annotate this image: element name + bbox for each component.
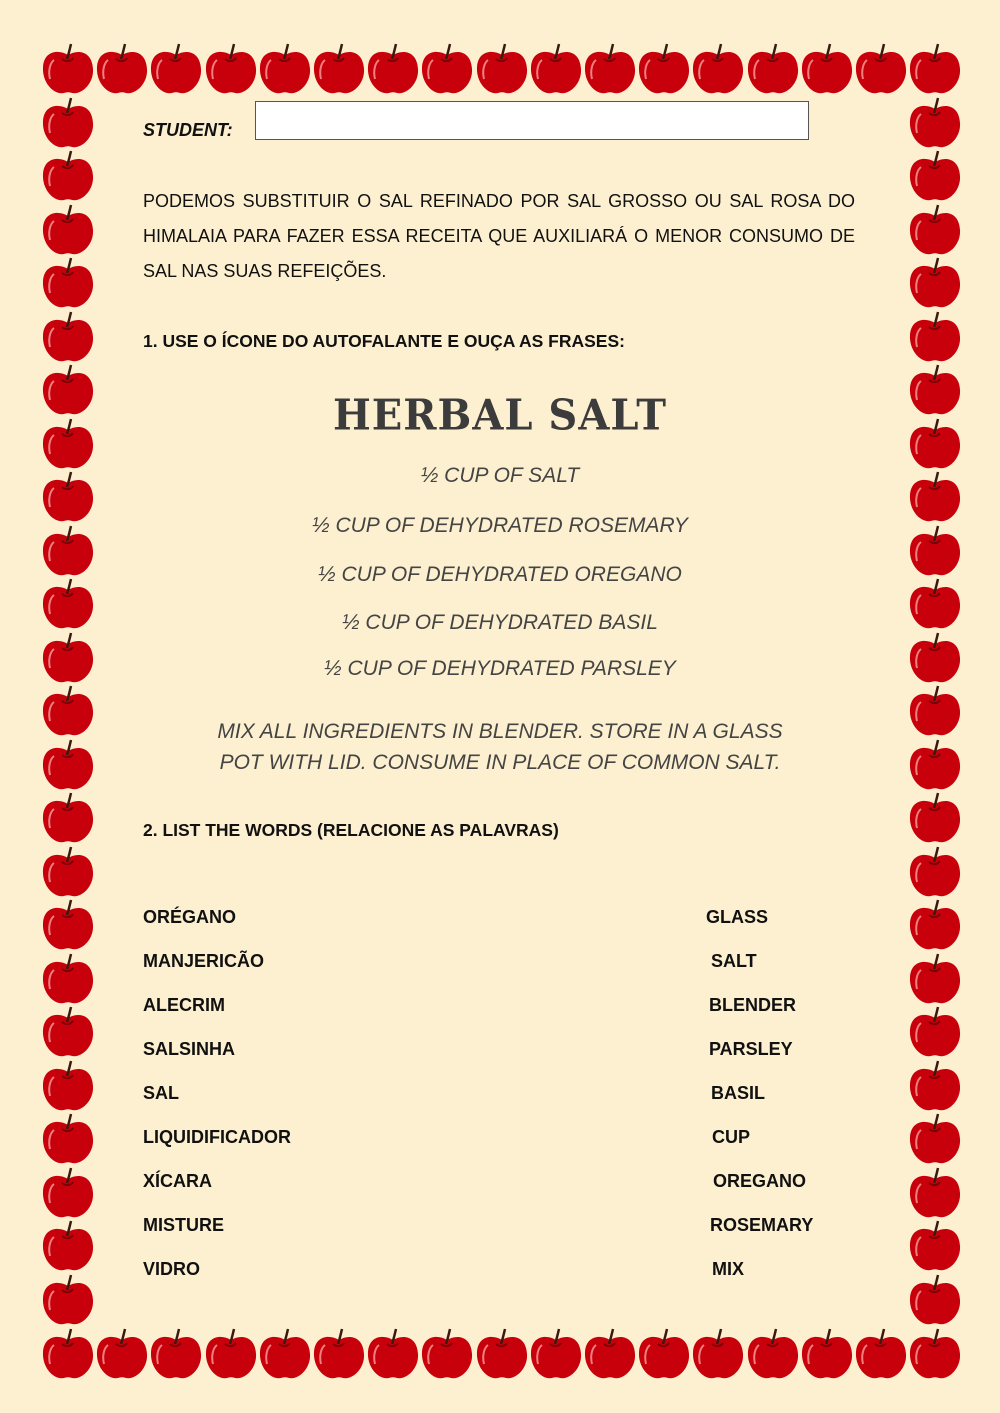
portuguese-word: ORÉGANO xyxy=(143,907,237,927)
apple-icon xyxy=(745,43,801,97)
english-word: BLENDER xyxy=(709,995,797,1015)
apple-icon xyxy=(40,43,96,97)
apple-icon xyxy=(40,1167,96,1221)
apple-icon xyxy=(419,43,475,97)
apple-icon xyxy=(799,43,855,97)
apple-icon xyxy=(203,43,259,97)
apple-icon xyxy=(582,1328,638,1382)
apple-icon xyxy=(94,43,150,97)
apple-icon xyxy=(636,43,692,97)
apple-icon xyxy=(40,1220,96,1274)
instructions-line-1: MIX ALL INGREDIENTS IN BLENDER. STORE IN A GLASS xyxy=(217,720,783,743)
apple-icon xyxy=(40,311,96,365)
apple-icon xyxy=(40,899,96,953)
ingredient-line: ½ CUP OF DEHYDRATED ROSEMARY xyxy=(312,514,688,537)
apple-icon xyxy=(907,257,963,311)
portuguese-word: SAL xyxy=(143,1083,179,1103)
english-word: OREGANO xyxy=(713,1171,807,1191)
portuguese-word: MISTURE xyxy=(143,1215,224,1235)
recipe-instructions xyxy=(0,716,1000,778)
recipe-title: HERBAL SALT xyxy=(333,390,667,441)
apple-icon xyxy=(745,1328,801,1382)
apple-icon xyxy=(907,43,963,97)
english-word: PARSLEY xyxy=(709,1039,793,1059)
apple-icon xyxy=(690,43,746,97)
apple-icon xyxy=(907,1006,963,1060)
apple-icon xyxy=(907,1220,963,1274)
apple-icon xyxy=(528,1328,584,1382)
apple-icon xyxy=(690,1328,746,1382)
apple-icon xyxy=(907,97,963,151)
apple-icon xyxy=(907,846,963,900)
apple-icon xyxy=(40,1060,96,1114)
apple-icon xyxy=(148,43,204,97)
apple-icon xyxy=(365,43,421,97)
portuguese-word: MANJERICÃO xyxy=(143,951,265,971)
apple-icon xyxy=(40,1006,96,1060)
apple-icon xyxy=(853,43,909,97)
apple-icon xyxy=(419,1328,475,1382)
apple-icon xyxy=(311,1328,367,1382)
english-word: MIX xyxy=(712,1259,745,1279)
apple-icon xyxy=(907,1060,963,1114)
portuguese-word: LIQUIDIFICADOR xyxy=(143,1127,291,1147)
portuguese-word: ALECRIM xyxy=(143,995,225,1015)
apple-icon xyxy=(907,1274,963,1328)
apple-icon xyxy=(636,1328,692,1382)
apple-icon xyxy=(40,1113,96,1167)
english-word: BASIL xyxy=(711,1083,765,1103)
apple-icon xyxy=(907,204,963,258)
question-1-heading: 1. USE O ÍCONE DO AUTOFALANTE E OUÇA AS FRASES: xyxy=(143,331,625,351)
apple-icon xyxy=(40,1328,96,1382)
apple-icon xyxy=(148,1328,204,1382)
apple-icon xyxy=(40,846,96,900)
apple-icon xyxy=(582,43,638,97)
english-word: GLASS xyxy=(706,907,769,927)
apple-icon xyxy=(203,1328,259,1382)
apple-icon xyxy=(40,204,96,258)
portuguese-word: SALSINHA xyxy=(143,1039,236,1059)
ingredient-line: ½ CUP OF DEHYDRATED PARSLEY xyxy=(324,657,676,680)
apple-icon xyxy=(907,899,963,953)
apple-icon xyxy=(40,150,96,204)
ingredient-line: ½ CUP OF DEHYDRATED OREGANO xyxy=(318,563,682,586)
apple-icon xyxy=(94,1328,150,1382)
apple-icon xyxy=(40,1274,96,1328)
apple-icon xyxy=(474,1328,530,1382)
apple-icon xyxy=(853,1328,909,1382)
portuguese-word: XÍCARA xyxy=(143,1171,213,1191)
apple-icon xyxy=(799,1328,855,1382)
ingredient-line: ½ CUP OF DEHYDRATED BASIL xyxy=(342,611,658,634)
english-word: ROSEMARY xyxy=(710,1215,814,1235)
apple-icon xyxy=(907,150,963,204)
apple-icon xyxy=(40,97,96,151)
apple-icon xyxy=(257,43,313,97)
apple-icon xyxy=(40,792,96,846)
student-label: STUDENT: xyxy=(143,120,233,140)
apple-icon xyxy=(907,1328,963,1382)
apple-icon xyxy=(907,953,963,1007)
apple-icon xyxy=(40,257,96,311)
apple-icon xyxy=(907,1113,963,1167)
apple-icon xyxy=(474,43,530,97)
english-word: SALT xyxy=(711,951,757,971)
apple-icon xyxy=(365,1328,421,1382)
apple-icon xyxy=(907,1167,963,1221)
question-2-heading: 2. LIST THE WORDS (RELACIONE AS PALAVRAS) xyxy=(143,820,559,840)
portuguese-word: VIDRO xyxy=(143,1259,201,1279)
english-word: CUP xyxy=(712,1127,751,1147)
instructions-line-2: POT WITH LID. CONSUME IN PLACE OF COMMON SALT. xyxy=(219,751,781,774)
apple-icon xyxy=(257,1328,313,1382)
intro-paragraph: PODEMOS SUBSTITUIR O SAL REFINADO POR SAL GROSSO OU SAL ROSA DO HIMALAIA PARA FAZER ESSA RECEITA QUE AUXILIARÁ O MENOR CONSUMO DE SAL NAS SUAS REFEIÇÕES. xyxy=(143,191,855,281)
apple-icon xyxy=(907,792,963,846)
apple-icon xyxy=(40,953,96,1007)
apple-icon xyxy=(528,43,584,97)
apple-icon xyxy=(311,43,367,97)
student-name-input[interactable] xyxy=(255,101,809,140)
apple-icon xyxy=(907,311,963,365)
ingredient-line: ½ CUP OF SALT xyxy=(420,464,580,487)
